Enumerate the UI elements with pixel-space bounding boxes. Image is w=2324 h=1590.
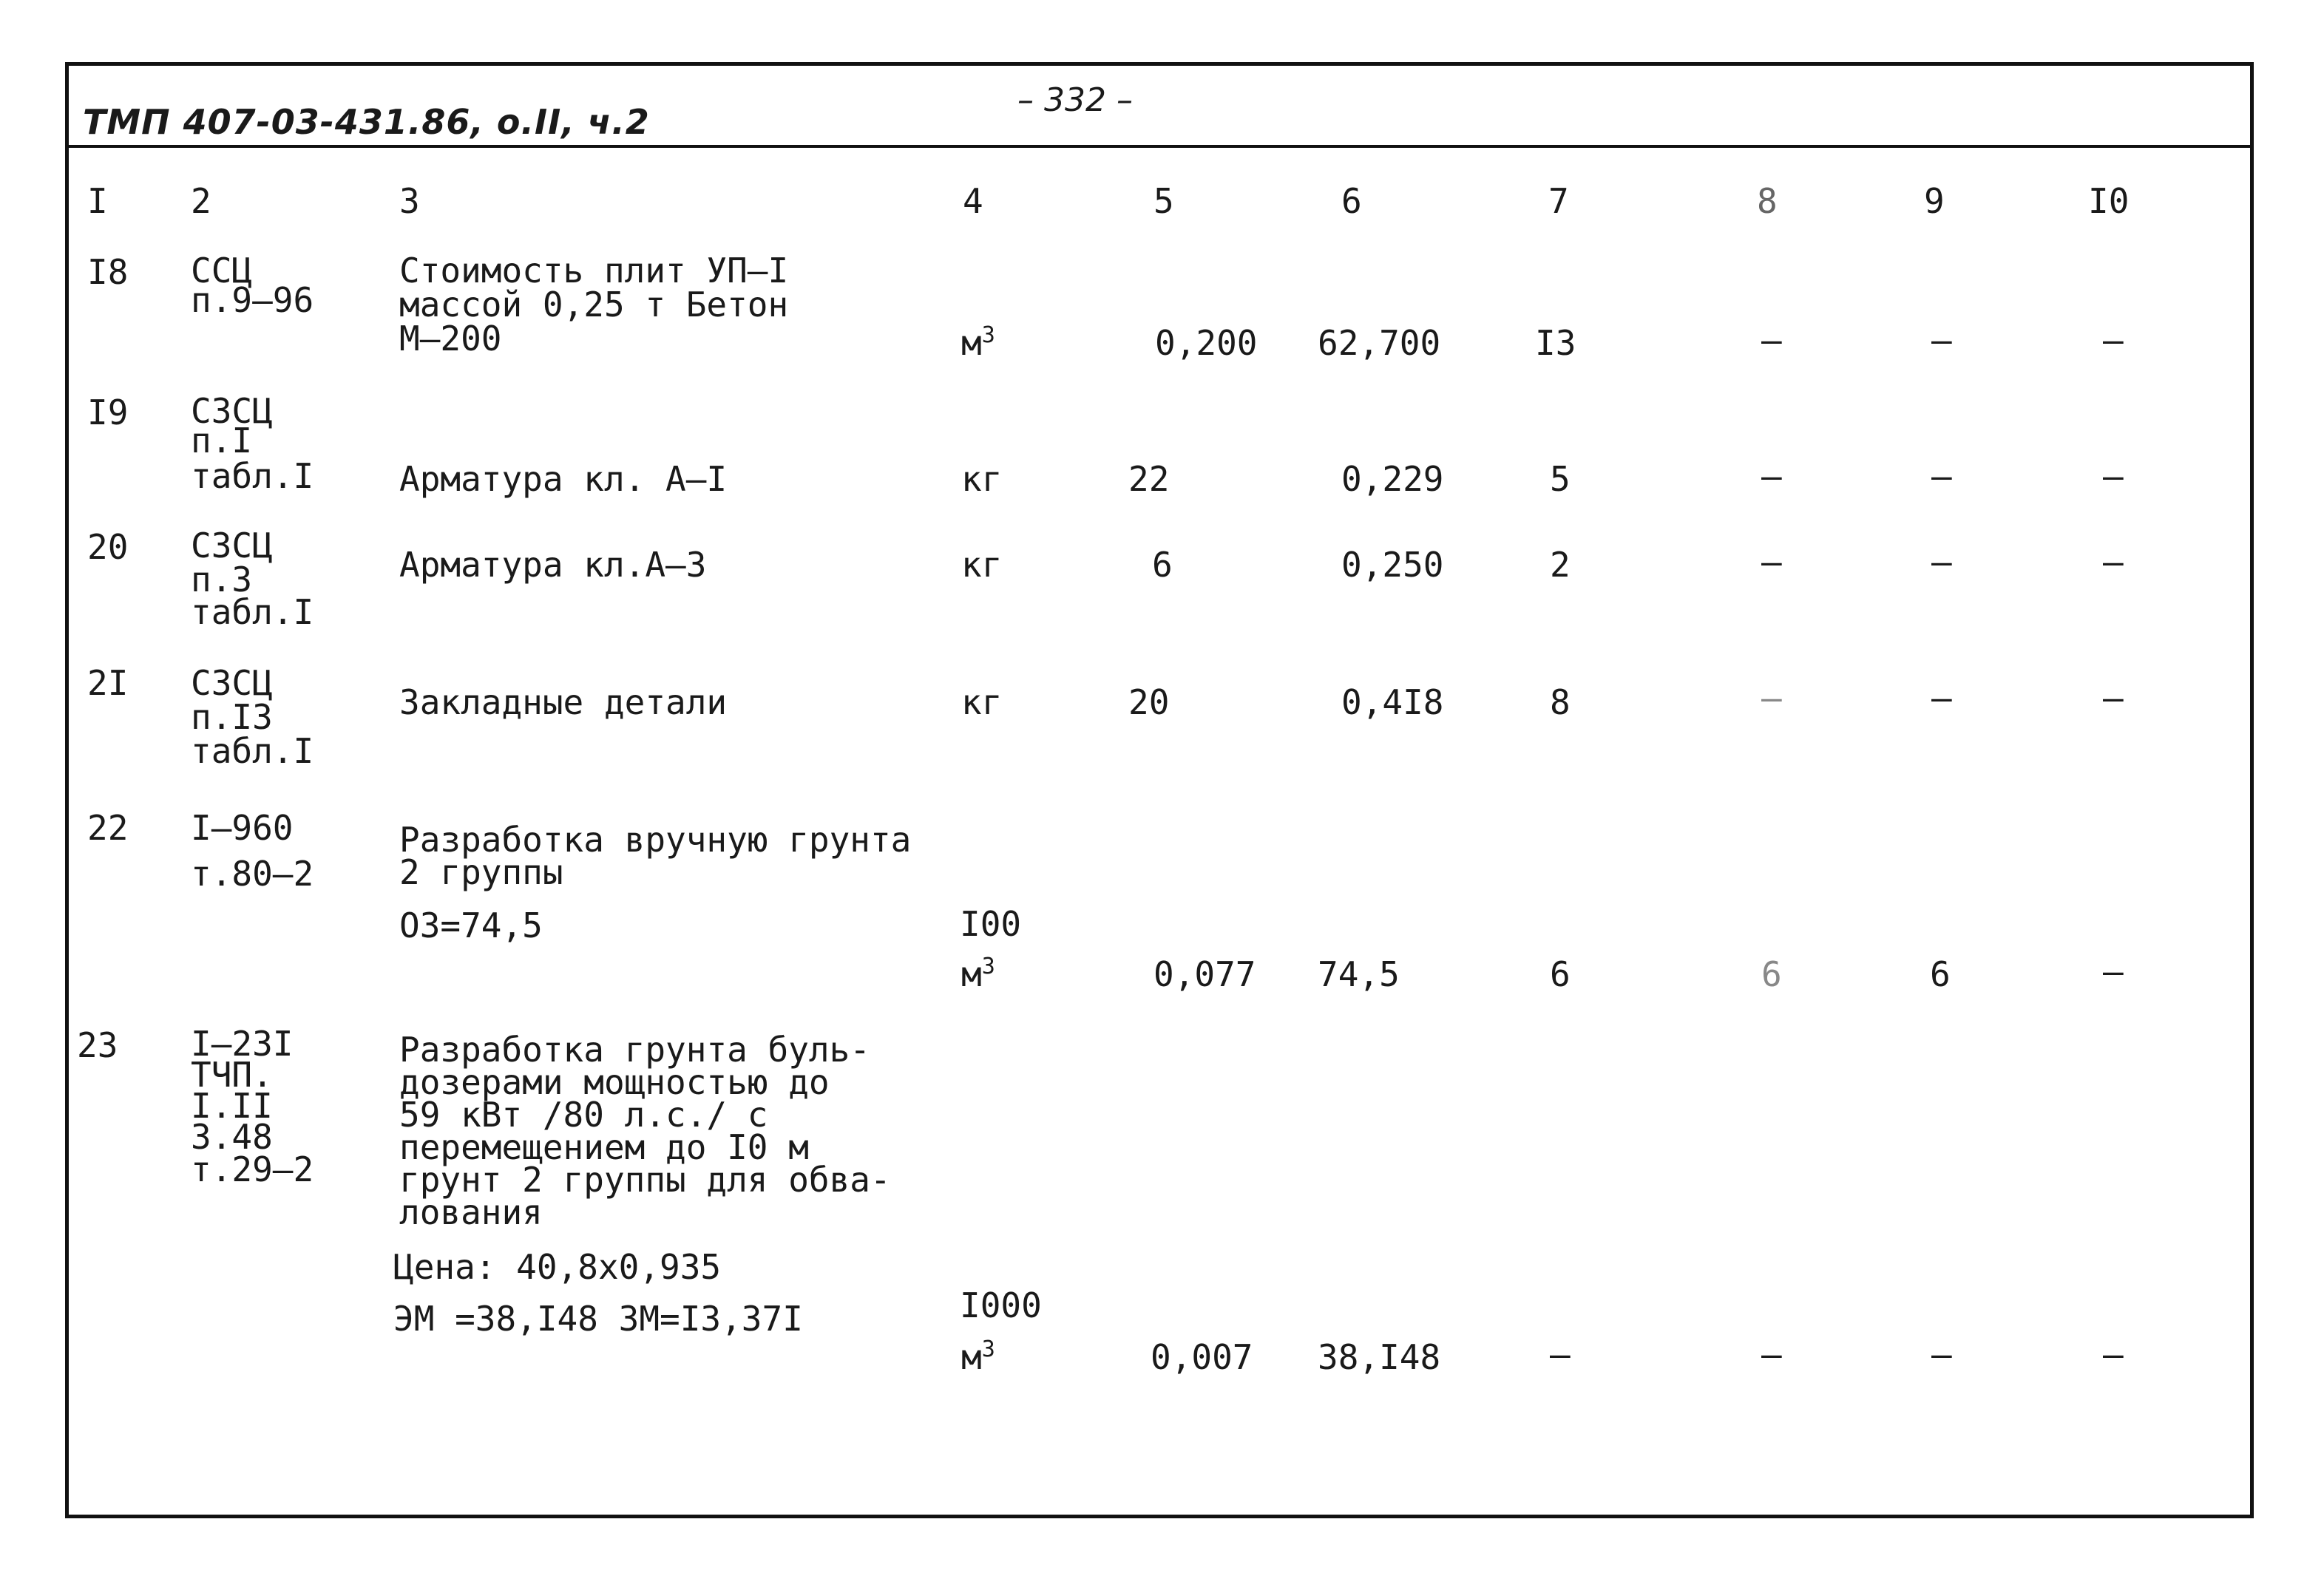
row-unit-multiplier: I000 bbox=[960, 1285, 1042, 1325]
row-code: I.II bbox=[191, 1086, 273, 1126]
row-col8: 6 bbox=[1761, 954, 1782, 994]
row-price: 74,5 bbox=[1318, 954, 1400, 994]
row-unit: кг bbox=[961, 682, 1003, 722]
row-col10: – bbox=[2103, 1334, 2124, 1374]
row-col9: – bbox=[1931, 1334, 1952, 1374]
page-number: – 332 – bbox=[1017, 81, 1133, 119]
row-code: табл.I bbox=[191, 592, 314, 632]
row-col9: – bbox=[1931, 456, 1952, 496]
row-number: I9 bbox=[87, 393, 129, 432]
row-quantity: 6 bbox=[1152, 545, 1173, 585]
row-price: 0,250 bbox=[1341, 545, 1444, 585]
row-code: п.I3 bbox=[191, 697, 273, 737]
row-name: дозерами мощностью до bbox=[399, 1062, 830, 1102]
row-col10: – bbox=[2103, 320, 2124, 360]
row-code: I–23I bbox=[191, 1024, 294, 1064]
row-col10: – bbox=[2103, 542, 2124, 582]
row-code: З.48 bbox=[191, 1117, 273, 1157]
document-code: ТМП 407-03-431.86, о.II, ч.2 bbox=[83, 102, 650, 142]
row-code: СЗСЦ bbox=[191, 391, 273, 431]
row-total: – bbox=[1550, 1334, 1571, 1374]
col-header-10: I0 bbox=[2088, 181, 2130, 221]
col-header-5: 5 bbox=[1153, 181, 1174, 221]
row-quantity: 0,077 bbox=[1153, 954, 1256, 994]
row-code: табл.I bbox=[191, 456, 314, 496]
row-total: 8 bbox=[1550, 682, 1571, 722]
row-note-price: Цена: 40,8х0,935 bbox=[393, 1247, 722, 1287]
row-price: 62,700 bbox=[1318, 323, 1441, 363]
col-header-1: I bbox=[87, 181, 108, 221]
row-col10: – bbox=[2103, 678, 2124, 718]
row-number: 22 bbox=[87, 808, 129, 848]
row-name: 59 кВт /80 л.с./ с bbox=[399, 1095, 768, 1135]
row-col9: 6 bbox=[1930, 954, 1951, 994]
row-total: 2 bbox=[1550, 545, 1571, 585]
row-code: ССЦ bbox=[191, 251, 253, 291]
row-col9: – bbox=[1931, 320, 1952, 360]
row-unit: $м^3$ bbox=[961, 322, 995, 363]
row-quantity: 22 bbox=[1128, 459, 1170, 499]
row-name: М–200 bbox=[399, 319, 502, 359]
row-name: Арматура кл. А–I bbox=[399, 459, 728, 499]
row-name: 2 группы bbox=[399, 852, 563, 892]
row-number: 20 bbox=[87, 527, 129, 567]
row-price: 0,4I8 bbox=[1341, 682, 1444, 722]
row-code: табл.I bbox=[191, 731, 314, 771]
row-price: 0,229 bbox=[1341, 459, 1444, 499]
col-header-9: 9 bbox=[1924, 181, 1945, 221]
row-col8: – bbox=[1761, 1334, 1782, 1374]
row-name: Арматура кл.А–3 bbox=[399, 545, 707, 585]
row-code: п.9–96 bbox=[191, 280, 314, 320]
row-col8: – bbox=[1761, 678, 1782, 718]
col-header-3: 3 bbox=[399, 181, 420, 221]
row-name: Закладные детали bbox=[399, 682, 728, 722]
row-note: ОЗ=74,5 bbox=[399, 906, 543, 945]
col-header-7: 7 bbox=[1548, 181, 1569, 221]
col-header-4: 4 bbox=[963, 181, 983, 221]
row-name: Разработка грунта буль- bbox=[399, 1030, 870, 1070]
row-code: I–960 bbox=[191, 808, 294, 848]
row-name: массой 0,25 т Бетон bbox=[399, 285, 789, 325]
row-total: I3 bbox=[1535, 323, 1576, 363]
row-unit: кг bbox=[961, 545, 1003, 585]
row-unit: $м^3$ bbox=[961, 954, 995, 994]
col-header-2: 2 bbox=[191, 181, 211, 221]
row-unit: кг bbox=[961, 459, 1003, 499]
row-total: 6 bbox=[1550, 954, 1571, 994]
row-unit-multiplier: I00 bbox=[960, 904, 1022, 944]
row-number: I8 bbox=[87, 252, 129, 292]
header-divider bbox=[65, 145, 2254, 148]
row-code: ТЧП. bbox=[191, 1055, 273, 1095]
row-number: 2I bbox=[87, 663, 129, 703]
row-col10: – bbox=[2103, 951, 2124, 991]
row-name: перемещением до I0 м bbox=[399, 1127, 809, 1167]
col-header-6: 6 bbox=[1341, 181, 1362, 221]
row-total: 5 bbox=[1550, 459, 1571, 499]
row-quantity: 20 bbox=[1128, 682, 1170, 722]
row-number: 23 bbox=[77, 1025, 118, 1065]
row-col10: – bbox=[2103, 456, 2124, 496]
row-col9: – bbox=[1931, 678, 1952, 718]
row-code: т.80–2 bbox=[191, 854, 314, 894]
row-note-em: ЭМ =38,I48 ЗМ=I3,37I bbox=[393, 1299, 803, 1339]
row-code: СЗСЦ bbox=[191, 663, 273, 703]
col-header-8: 8 bbox=[1757, 181, 1778, 221]
row-code: т.29–2 bbox=[191, 1149, 314, 1189]
row-unit: $м^3$ bbox=[961, 1336, 995, 1377]
row-quantity: 0,200 bbox=[1155, 323, 1258, 363]
row-col8: – bbox=[1761, 542, 1782, 582]
row-code: п.I bbox=[191, 421, 253, 461]
row-col8: – bbox=[1761, 456, 1782, 496]
row-code: СЗСЦ bbox=[191, 526, 273, 565]
row-code: п.3 bbox=[191, 560, 253, 599]
row-col8: – bbox=[1761, 320, 1782, 360]
row-name: Разработка вручную грунта bbox=[399, 820, 912, 860]
row-price: 38,I48 bbox=[1318, 1337, 1441, 1377]
row-name: Стоимость плит УП–I bbox=[399, 251, 789, 291]
row-name: грунт 2 группы для обва- bbox=[399, 1160, 891, 1200]
row-quantity: 0,007 bbox=[1151, 1337, 1253, 1377]
row-name: лования bbox=[399, 1192, 543, 1232]
row-col9: – bbox=[1931, 542, 1952, 582]
